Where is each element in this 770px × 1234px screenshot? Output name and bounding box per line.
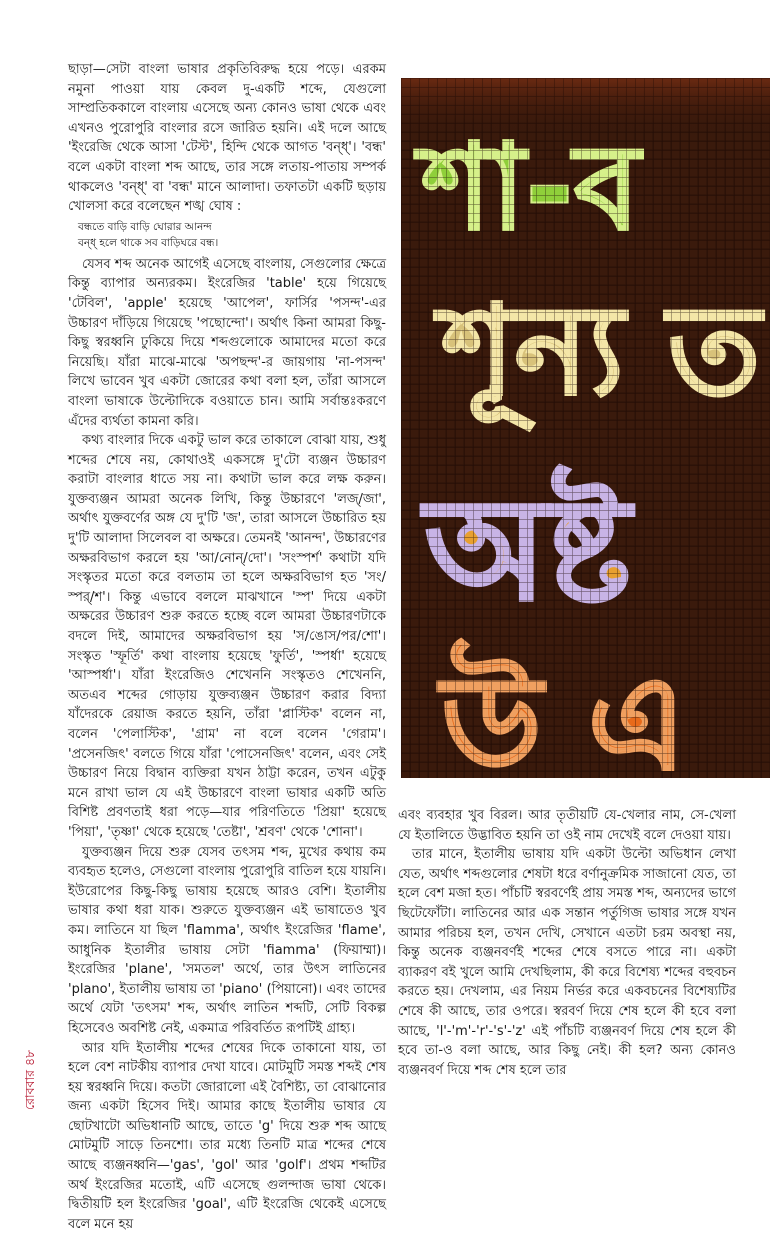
folio-text: রোববার ৪৮: [22, 1050, 42, 1110]
paragraph: যুক্তব্যঞ্জন দিয়ে শুরু যেসব তৎসম শব্দ, মুখের কথায় কম ব্যবহৃত হলেও, সেগুলো বাংলায় পুরোপুরি বাতিল হয়ে যায়নি। ইউরোপের কিছু-কিছু ভাষায় হয়েছে আরও বেশি। ইতালীয় ভাষার কথা ধরা যাক। শুরুতে যুক্তব্যঞ্জন এই ভাষাতেও খুব কম। লাতিনে যা ছিল 'flamma', অর্থাৎ ইংরেজির 'flame', আধুনিক ইতালীর ভাষায় সেটা 'fiamma' (ফিয়াম্মা)। ইংরেজির 'plane', 'সমতল' অর্থে, তার উৎস লাতিনের 'plano', ইতালীয় ভাষায় তা 'piano' (পিয়ানো)। এবং তাদের অর্থে যেটা 'তৎসম' শব্দ, অর্থাৎ লাতিন শব্দটি, সেটি বিকল্প হিসেবেও অবশিষ্ট নেই, একমাত্র পরিবর্তিত রূপটিই গ্রাহ্য।: [68, 843, 386, 1039]
page-folio: [22, 1000, 42, 1110]
right-column: [398, 806, 736, 1080]
paragraph: ছাড়া—সেটা বাংলা ভাষার প্রকৃতিবিরুদ্ধ হয়ে পড়ে। এরকম নমুনা পাওয়া যায় কেবল দু-একটি শব্দে, যেগুলো সাম্প্রতিককালে বাংলায় এসেছে অন্য কোনও ভাষা থেকে এবং এখনও পুরোপুরি বাংলার রসে জারিত হয়নি। এই দলে আছে 'ইংরেজি থেকে আসা 'টেস্ট', হিন্দি থেকে আগত 'বন্ধ্'। 'বন্ধ' বলে একটা বাংলা শব্দ আছে, তার সঙ্গে লতায়-পাতায় সম্পর্ক থাকলেও 'বন্ধ্' বা 'বন্ধ' মানে আলাদা। তফাতটা একটি ছড়ায় খোলসা করে বলেছেন শঙ্খ ঘোষ :: [68, 60, 386, 217]
paragraph: কথ্য বাংলার দিকে একটু ভাল করে তাকালে বোঝা যায়, শুধু শব্দের শেষে নয়, কোথাওই একসঙ্গে দু'টো ব্যঞ্জন উচ্চারণ করাটা বাংলার ধাতে সয় না। কথাটা ভাল করে লক্ষ করুন। যুক্তব্যঞ্জন আমরা অনেক লিখি, কিন্তু উচ্চারণে 'লজ্/জা', অর্থাৎ যুক্তবর্ণের অঙ্গ যে দু'টি 'জ', তারা আসলে উচ্চারিত হয় দু'টি আলাদা সিলেবল বা অক্ষরে। তেমনই 'আনন্দ', উচ্চারণের অক্ষরবিভাগ করলে হয় 'আ/নোন্/দো'। 'সংস্পর্শ' কথাটা যদি সংস্কৃতর মতো করে বলতাম তা হলে অক্ষরবিভাগ হত 'সং/স্পর্/শ'। কিন্তু এভাবে বললে মাঝখানে 'স্প' দিয়ে একটা অক্ষরের উচ্চারণ শুরু করতে হচ্ছে বলে আমরা উচ্চারণটাকে বদলে দিই, আমাদের অক্ষরবিভাগ হয় 'স/ঙোস/পর/শো'। সংস্কৃত 'স্ফূর্তি' কথা বাংলায় হয়েছে 'ফুর্তি', 'স্পর্ধা' হয়েছে 'আস্পর্ধা'। যাঁরা ইংরেজিও শেখেননি সংস্কৃতও শেখেননি, অতএব শব্দের গোড়ায় যুক্তব্যঞ্জন উচ্চারণ করার বিদ্যা যাঁদেরকে রেয়াজ করতে হয়নি, তাঁরা 'প্লাস্টিক' বলেন না, বলেন 'পেলাস্টিক', 'গ্রাম' না বলে বলেন 'গেরাম'। 'প্রসেনজিৎ' বলতে গিয়ে যাঁরা 'পোসেনজিৎ' বলেন, এবং সেই উচ্চারণ নিয়ে বিদ্বান ব্যক্তিরা যখন ঠাট্টা করেন, তখন এটুকু মনে রাখা ভাল যে এই উচ্চারণে বাংলা ভাষার একটি অতি বিশিষ্ট প্রবণতাই ধরা পড়ে—যার পরিণতিতে 'প্রিয়া' হয়েছে 'পিয়া', 'তৃষ্ণা' থেকে হয়েছে 'তেষ্টা', 'শ্রবণ' থেকে 'শোনা'।: [68, 431, 386, 842]
paragraph: যেসব শব্দ অনেক আগেই এসেছে বাংলায়, সেগুলোর ক্ষেত্রে কিন্তু ব্যাপার অন্যরকম। ইংরেজির 'table' হয়ে গিয়েছে 'টেবিল', 'apple' হয়েছে 'আপেল', ফার্সির 'পসন্দ'-এর উচ্চারণ দাঁড়িয়ে গিয়েছে 'পছোন্দো'। অর্থাৎ কিনা আমরা কিছু-কিছু স্বরধ্বনি ঢুকিয়ে দিয়ে শব্দগুলোকে আমাদের মতো করে নিয়েছি। যাঁরা মাঝে-মাঝে 'অপছন্দ'-র জায়গায় 'না-পসন্দ' লিখে ভাবেন খুব একটা জোরের কথা বলা হল, তাঁরা আসলে বাংলা ভাষাকে উল্টোদিকে বওয়াতে চান। আমি সর্বান্তঃকরণে এঁদের ব্যর্থতা কামনা করি।: [68, 255, 386, 431]
verse-line: বন্ধতে বাড়ি বাড়ি ঘোরার আনন্দ: [78, 219, 386, 235]
paragraph: আর যদি ইতালীয় শব্দের শেষের দিকে তাকানো যায়, তা হলে বেশ নাটকীয় ব্যাপার দেখা যাবে। মোটমুটি সমস্ত শব্দই শেষ হয় স্বরধ্বনি দিয়ে। কতটা জোরালো এই বৈশিষ্ট্য, তা বোঝানোর জন্য একটা হিসেব দিই। আমার কাছে ইতালীয় ভাষার যে ছোটখাটো অভিধানটি আছে, তাতে 'g' দিয়ে শুরু শব্দ আছে মোটমুটি সাড়ে তিনশো। তার মধ্যে তিনটি মাত্র শব্দের শেষে আছে ব্যঞ্জনধ্বনি—'gas', 'gol' আর 'golf'। প্রথম শব্দটির অর্থ ইংরেজির মতোই, এটি এসেছে গুলন্দাজ ভাষা থেকে। দ্বিতীয়টি হল ইংরেজির 'goal', এটি ইংরেজি থেকেই এসেছে বলে মনে হয়: [68, 1039, 386, 1234]
verse-line: বন্ধ্ হলে থাকে সব বাড়িঘরে বন্ধ।: [78, 235, 386, 251]
mosaic-artwork: [401, 78, 770, 778]
paragraph: এবং ব্যবহার খুব বিরল। আর তৃতীয়টি যে-খেলার নাম, সে-খেলা যে ইতালিতে উদ্ভাবিত হয়নি তা ওই নাম দেখেই বলে দেওয়া যায়।: [398, 806, 736, 845]
paragraph: তার মানে, ইতালীয় ভাষায় যদি একটা উল্টো অভিধান লেখা যেত, অর্থাৎ শব্দগুলোর শেষটা ধরে বর্ণানুক্রমিক সাজানো যেত, তা হলে বেশ মজা হত। পাঁচটি স্বরবর্ণেই প্রায় সমস্ত শব্দ, অন্যদের ভাগে ছিটেফোঁটা। লাতিনের আর এক সন্তান পর্তুগিজ ভাষার সঙ্গে যখন আমার পরিচয় হল, তখন দেখি, সেখানে এতটা চরম অবস্থা নয়, কিন্তু অনেক ব্যঞ্জনবর্ণই শব্দের শেষে বসতে পারে না। একটা ব্যাকরণ বই খুলে আমি দেখছিলাম, কী করে বিশেষ্য শব্দের বহুবচন করতে হয়। দেখলাম, এর নিয়ম নির্ভর করে একবচনের বিশেষ্যটির শেষে কী আছে, তার ওপরে। স্বরবর্ণ দিয়ে শেষ হলে কী হবে বলা আছে, 'l'-'m'-'r'-'s'-'z' এই পাঁচটি ব্যঞ্জনবর্ণ দিয়ে শেষ হলে কী হবে তা-ও বলা আছে, আর কিছু নেই। কী হল? অন্য কোনও ব্যঞ্জনবর্ণ দিয়ে শব্দ শেষ হলে তার: [398, 845, 736, 1080]
verse-quote: [78, 219, 386, 251]
left-column: [68, 60, 386, 1234]
